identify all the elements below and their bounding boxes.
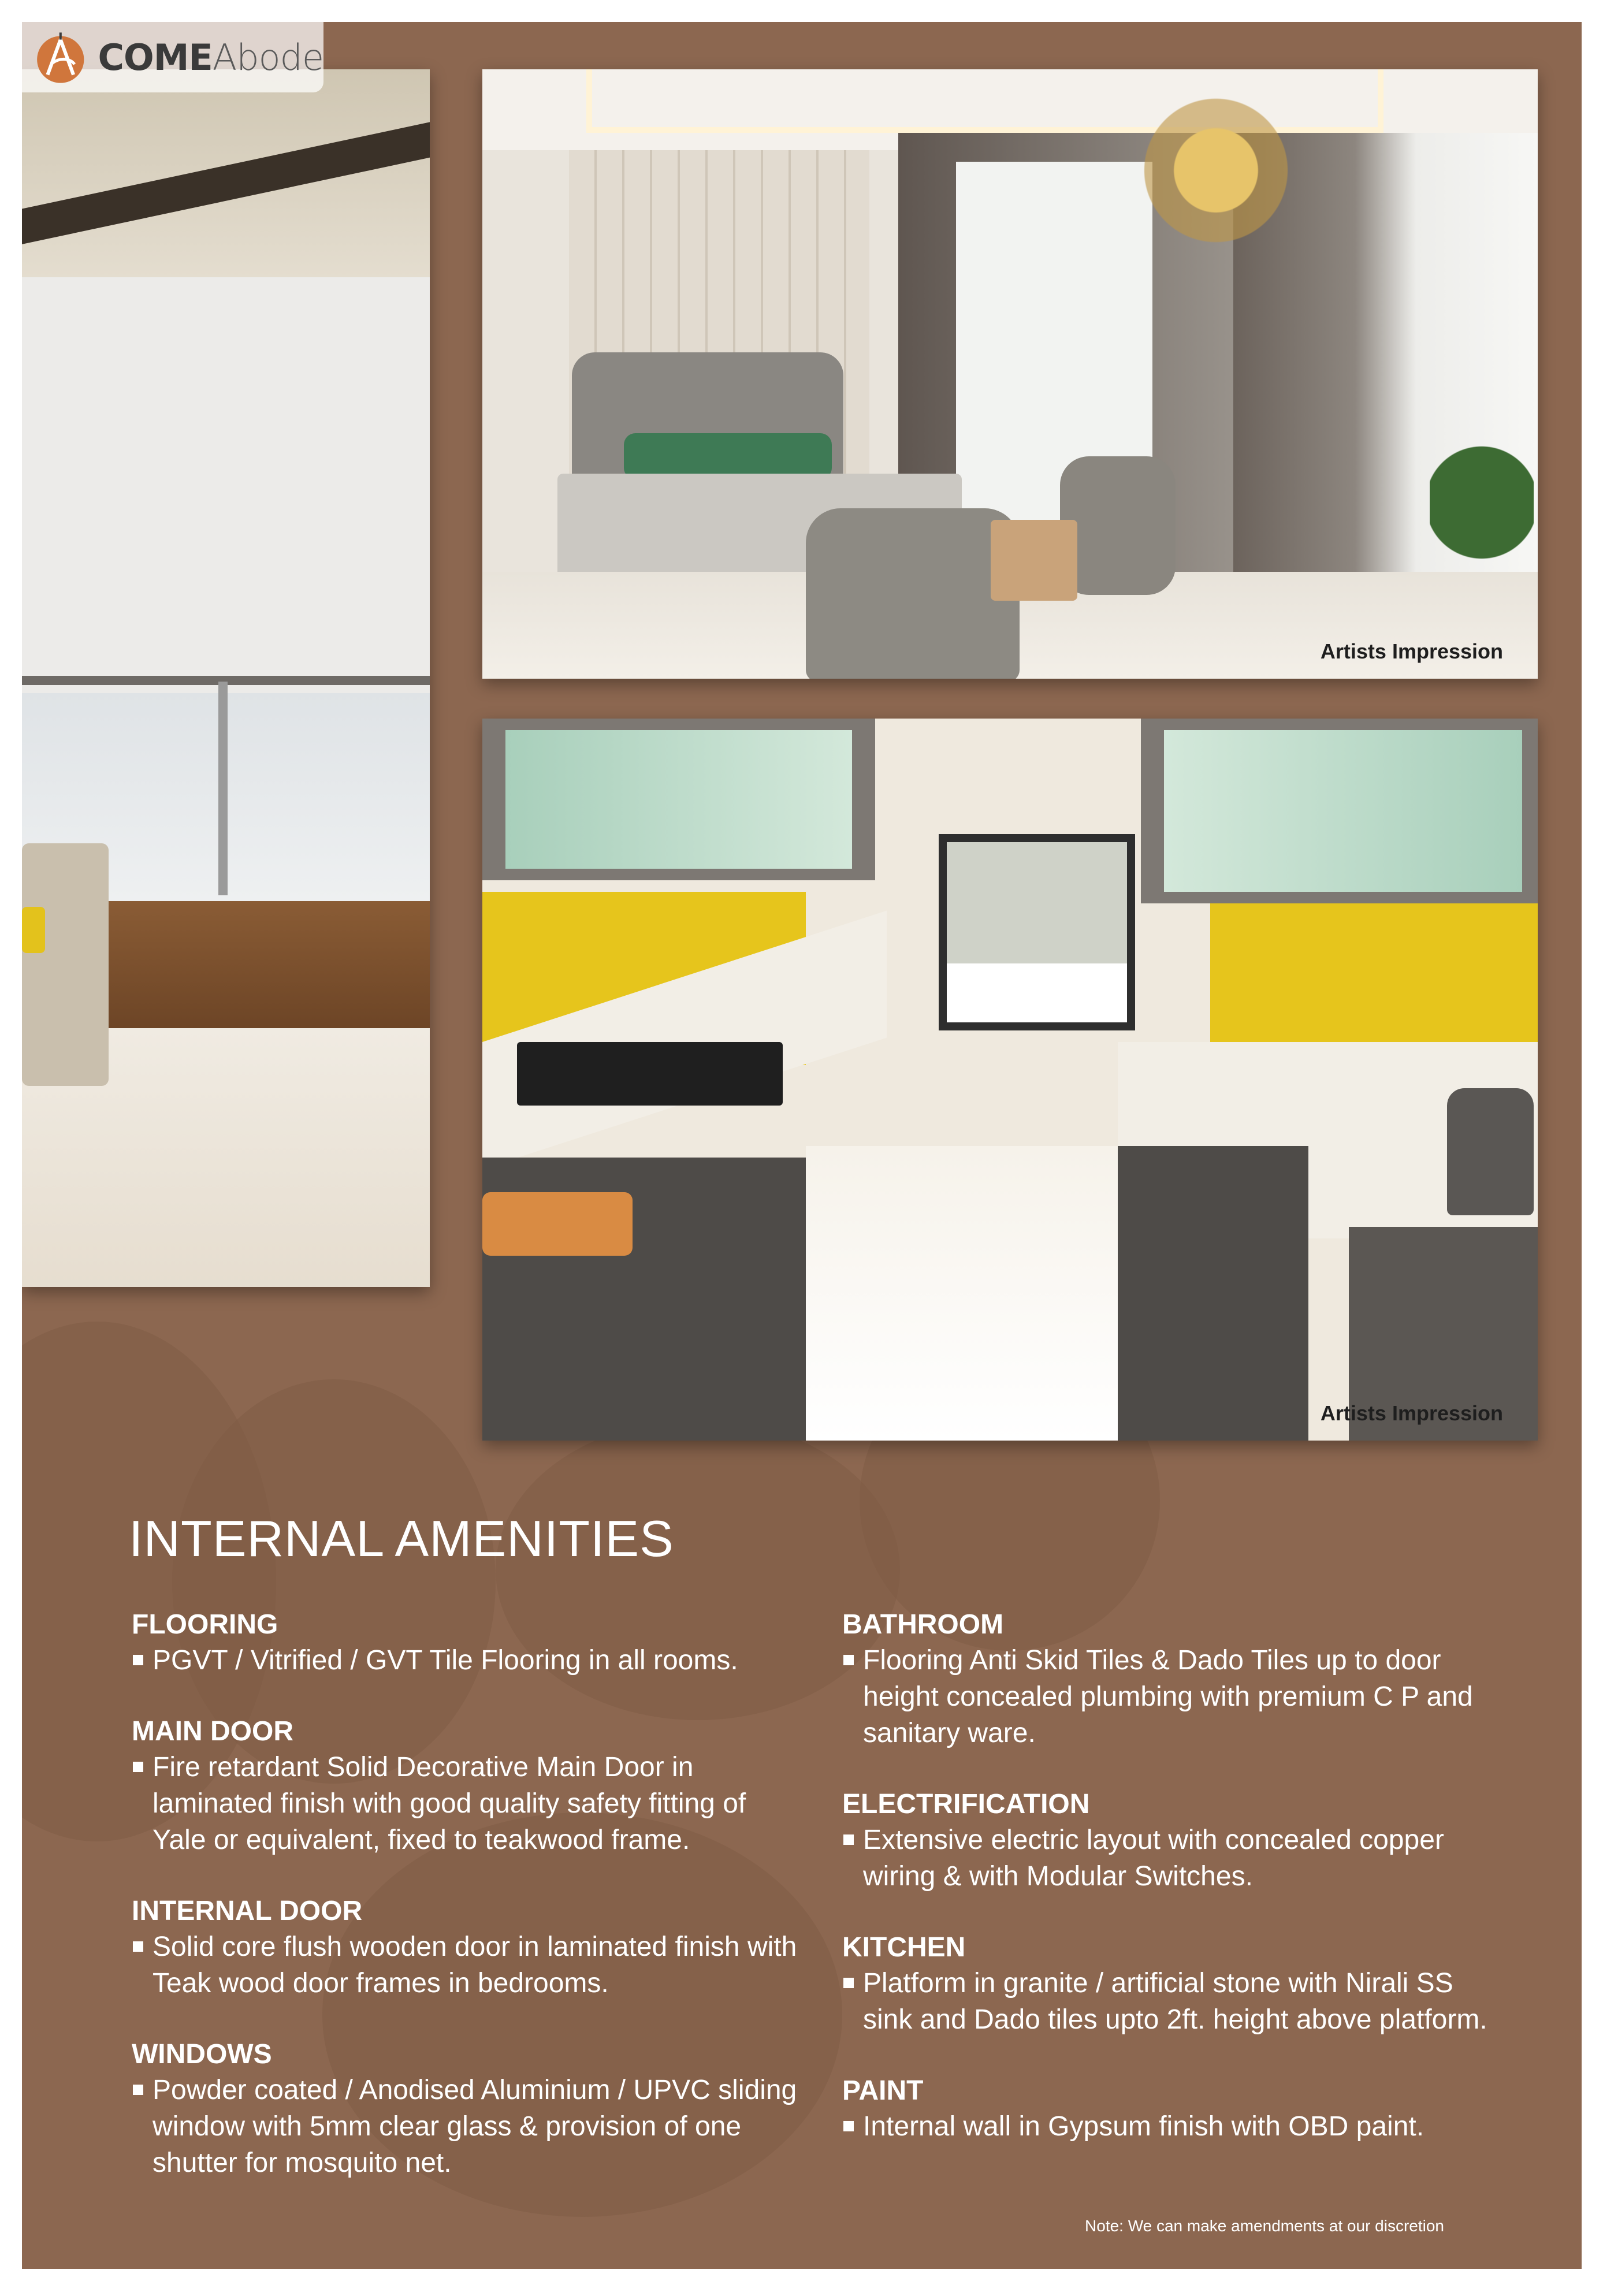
amenity-bathroom [842, 1607, 1535, 1751]
disclaimer-note: Note: We can make amendments at our discretion [1085, 2217, 1445, 2235]
amenity-bullet: PGVT / Vitrified / GVT Tile Flooring in all rooms. [132, 1642, 799, 1679]
amenity-heading: WINDOWS [132, 2039, 272, 2070]
amenity-windows [132, 2037, 825, 2181]
kitchen-caption: Artists Impression [1320, 1401, 1503, 1425]
amenity-internal-door [132, 1894, 825, 2001]
amenity-bullet: Platform in granite / artificial stone with Nirali SS sink and Dado tiles upto 2ft. height above platform. [842, 1965, 1510, 2038]
bedroom-caption: Artists Impression [1320, 639, 1503, 663]
amenity-bullet: Flooring Anti Skid Tiles & Dado Tiles up to door height concealed plumbing with premium C P and sanitary ware. [842, 1642, 1510, 1751]
amenity-heading: BATHROOM [842, 1609, 1004, 1640]
amenities-left-column [132, 1607, 825, 2217]
bedroom-photo [482, 69, 1538, 679]
brochure-page [22, 22, 1582, 2269]
logo-wordmark: COMEAbode [98, 36, 323, 79]
amenity-heading: ELECTRIFICATION [842, 1789, 1090, 1819]
kitchen-photo [482, 719, 1538, 1441]
amenity-kitchen [842, 1930, 1535, 2038]
amenity-main-door [132, 1714, 825, 1858]
amenity-heading: PAINT [842, 2075, 924, 2106]
amenity-bullet: Extensive electric layout with concealed copper wiring & with Modular Switches. [842, 1822, 1510, 1895]
amenity-heading: INTERNAL DOOR [132, 1896, 363, 1926]
section-title: INTERNAL AMENITIES [129, 1510, 674, 1567]
amenity-electrification [842, 1787, 1535, 1895]
amenity-bullet: Fire retardant Solid Decorative Main Door in laminated finish with good quality safety fitting of Yale or equivalent, fixed to teakwood frame. [132, 1749, 799, 1858]
amenity-heading: FLOORING [132, 1609, 278, 1640]
amenity-paint [842, 2074, 1535, 2145]
brand-logo [22, 22, 323, 92]
amenity-bullet: Internal wall in Gypsum finish with OBD paint. [842, 2108, 1510, 2145]
amenities-right-column [842, 1607, 1535, 2180]
amenity-heading: KITCHEN [842, 1932, 966, 1963]
logo-mark-icon [31, 25, 90, 89]
amenity-flooring [132, 1607, 825, 1679]
amenity-heading: MAIN DOOR [132, 1716, 293, 1747]
amenity-bullet: Solid core flush wooden door in laminated finish with Teak wood door frames in bedrooms. [132, 1929, 799, 2001]
amenity-bullet: Powder coated / Anodised Aluminium / UPVC sliding window with 5mm clear glass & provision of one shutter for mosquito net. [132, 2072, 799, 2181]
balcony-photo [22, 69, 430, 1287]
